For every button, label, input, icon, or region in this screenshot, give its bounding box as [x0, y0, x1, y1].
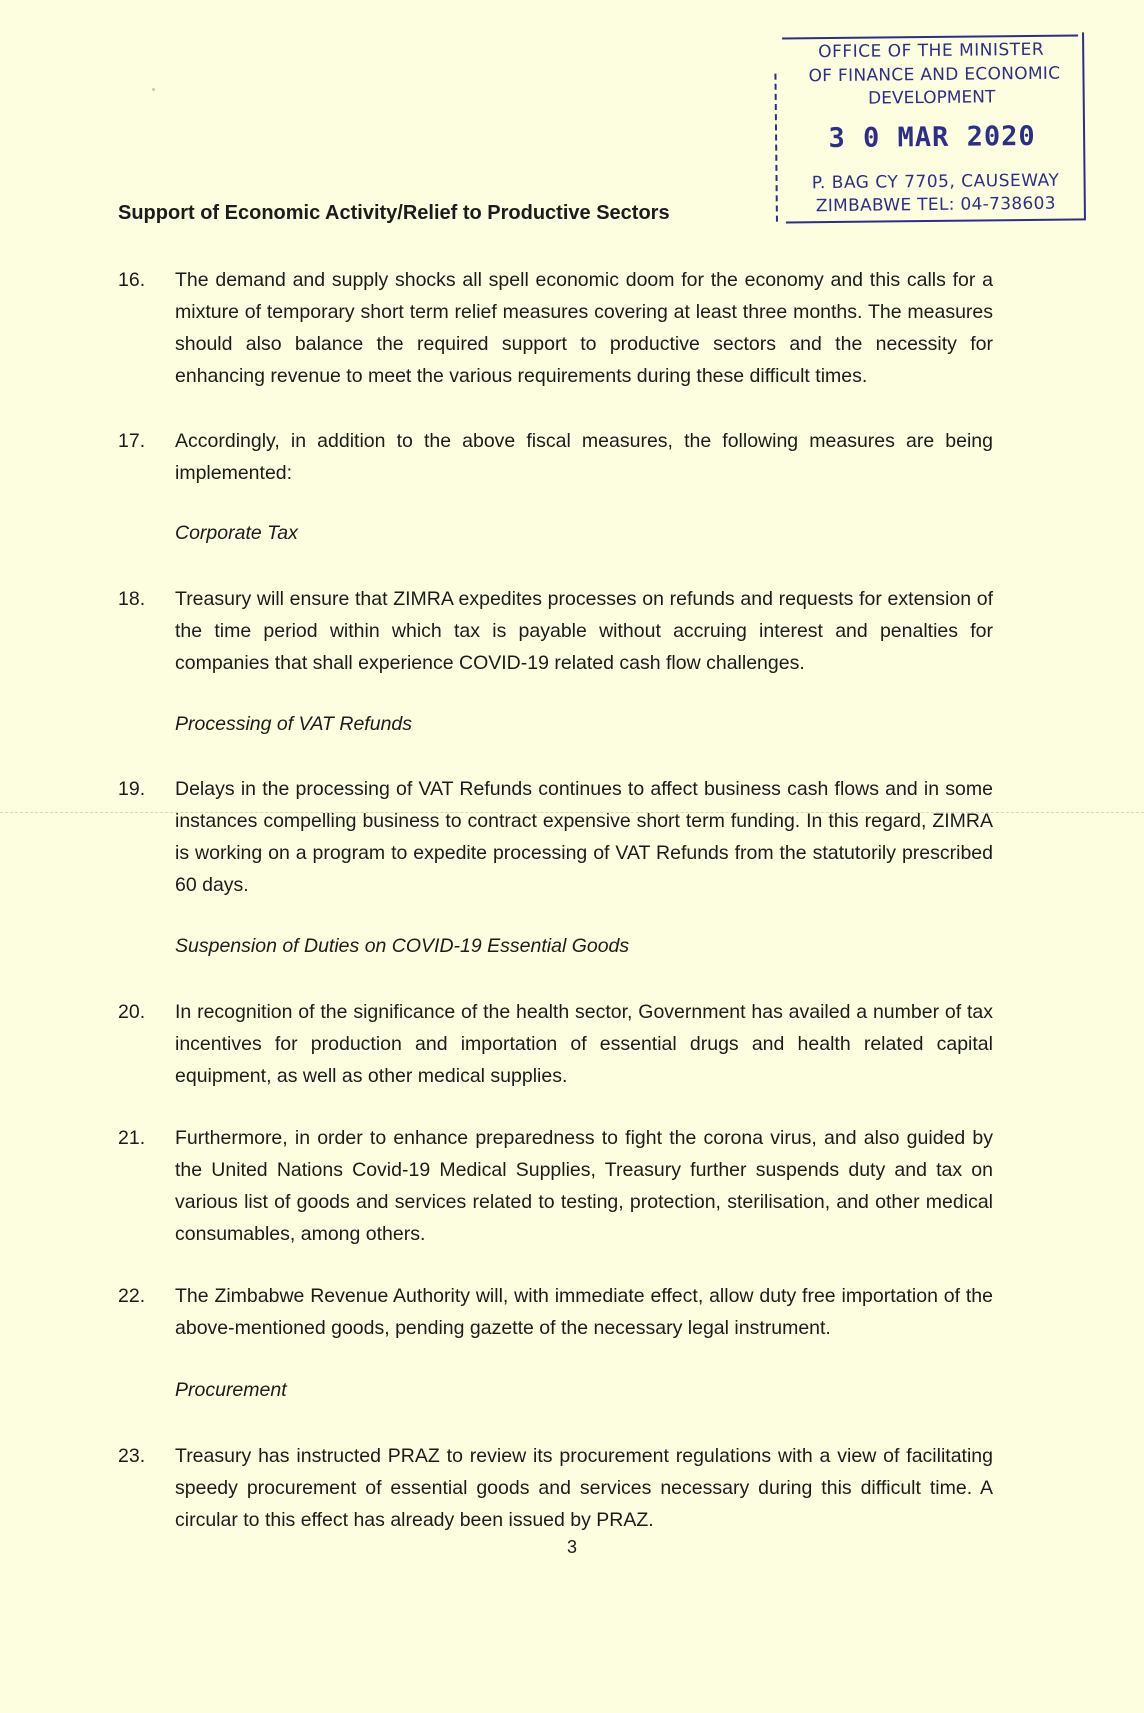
paragraph-19: [118, 773, 993, 901]
paragraph-number: 21.: [118, 1127, 146, 1149]
stamp-office-line: OFFICE OF THE MINISTER: [818, 39, 1045, 63]
paragraph-text: Furthermore, in order to enhance preparedness to fight the corona virus, and also guided by the United Nations Covid-19 Medical Supplies, Treasury further suspends duty and tax on various list of goods and services related to testing, protection, sterilisation, and other medical consumables, among others.: [175, 1127, 993, 1245]
subheading-duties: Suspension of Duties on COVID-19 Essential Goods: [175, 935, 630, 957]
paragraph-number: 23.: [118, 1445, 146, 1467]
stamp-ministry-line: OF FINANCE AND ECONOMIC: [808, 63, 1061, 87]
paragraph-22: [118, 1280, 993, 1344]
paragraph-text: Delays in the processing of VAT Refunds continues to affect business cash flows and in some instances compelling business to contract expensive short term funding. In this regard, ZIMRA is working on a program to expedite processing of VAT Refunds from the statutorily prescribed 60 days.: [175, 778, 993, 896]
stamp-border-left: [774, 74, 778, 222]
paragraph-text: Treasury has instructed PRAZ to review its procurement regulations with a view of facilitating speedy procurement of essential goods and services necessary during this difficult time. A circular to this effect has already been issued by PRAZ.: [175, 1445, 993, 1531]
stamp-development-line: DEVELOPMENT: [867, 87, 996, 109]
paragraph-20: [118, 996, 993, 1092]
paragraph-number: 20.: [118, 1001, 146, 1023]
stamp-phone-line: ZIMBABWE TEL: 04-738603: [815, 193, 1056, 217]
paragraph-18: [118, 583, 993, 679]
section-heading: Support of Economic Activity/Relief to Productive Sectors: [118, 202, 670, 224]
stamp-border-right: [1082, 32, 1086, 218]
paragraph-16: [118, 264, 993, 392]
paragraph-text: Treasury will ensure that ZIMRA expedites processes on refunds and requests for extension of the time period within which tax is payable without accruing interest and penalties for companies that shall experience COVID-19 related cash flow challenges.: [175, 588, 993, 674]
paragraph-number: 19.: [118, 778, 146, 800]
paragraph-number: 16.: [118, 269, 146, 291]
stamp-date: 3 0 MAR 2020: [828, 120, 1036, 155]
stamp-address-line: P. BAG CY 7705, CAUSEWAY: [811, 170, 1060, 194]
paragraph-23: [118, 1440, 993, 1536]
subheading-vat-refunds: Processing of VAT Refunds: [175, 713, 413, 735]
paragraph-text: In recognition of the significance of the health sector, Government has availed a number of tax incentives for production and importation of essential drugs and health related capital equipment, as well as other medical supplies.: [175, 1001, 993, 1087]
paragraph-number: 18.: [118, 588, 146, 610]
scan-speck: [152, 88, 155, 91]
subheading-procurement: Procurement: [175, 1379, 287, 1401]
paragraph-21: [118, 1122, 993, 1250]
stamp-border-top: [782, 34, 1078, 39]
paragraph-text: The Zimbabwe Revenue Authority will, with immediate effect, allow duty free importation of the above-mentioned goods, pending gazette of the necessary legal instrument.: [175, 1285, 993, 1339]
page-number: 3: [566, 1537, 577, 1557]
ministry-stamp: [774, 30, 1086, 223]
paragraph-text: Accordingly, in addition to the above fiscal measures, the following measures are being implemented:: [175, 430, 993, 484]
paragraph-17: [118, 425, 993, 489]
paragraph-number: 22.: [118, 1285, 146, 1307]
paragraph-text: The demand and supply shocks all spell economic doom for the economy and this calls for a mixture of temporary short term relief measures covering at least three months. The measures should also balance the required support to productive sectors and the necessity for enhancing revenue to meet the various requirements during these difficult times.: [175, 269, 993, 387]
stamp-border-bottom: [786, 218, 1086, 223]
paragraph-number: 17.: [118, 430, 146, 452]
subheading-corporate-tax: Corporate Tax: [175, 522, 298, 544]
